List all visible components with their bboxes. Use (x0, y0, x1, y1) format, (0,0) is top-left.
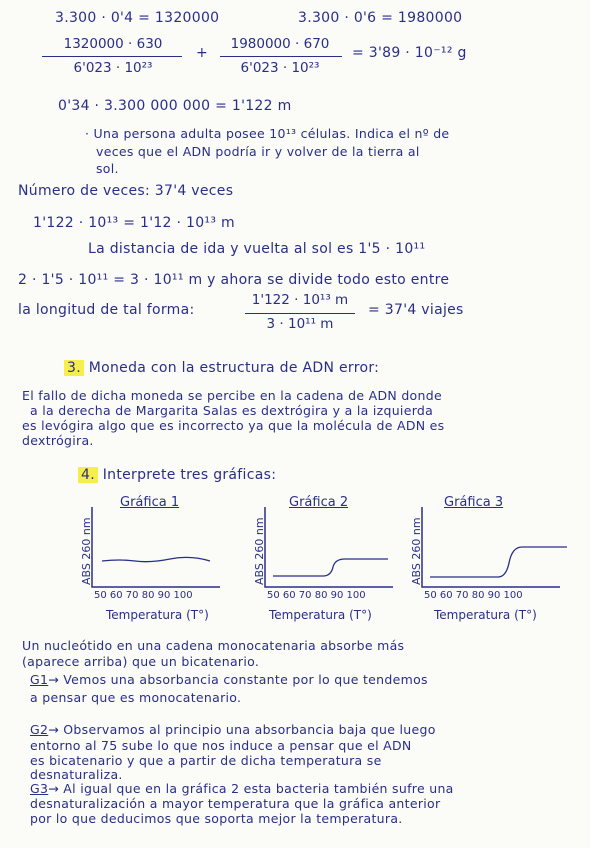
g1-line-2: a pensar que es monocatenario. (30, 690, 242, 705)
question-line-3: sol. (96, 161, 119, 176)
section-3-line-4: dextrógira. (22, 433, 94, 448)
question-line-1: · Una persona adulta posee 10¹³ células. Indica el nº de (85, 126, 450, 141)
g2-text-1: → Observamos al principio una absorbancia baja que luego (48, 722, 436, 737)
graph-3-title: Gráfica 3 (444, 495, 504, 510)
g3-line-2: desnaturalización a mayor temperatura que la gráfica anterior (30, 796, 441, 811)
answer-fraction-denominator: 3 · 10¹¹ m (266, 316, 334, 332)
graph-2-axes (253, 497, 403, 592)
section-3-number: 3. (64, 360, 84, 376)
fraction-1-bar (42, 56, 182, 57)
section-3-heading (64, 360, 379, 376)
graph-2-xlabel: Temperatura (T°) (269, 608, 372, 622)
graph-2-curve (273, 559, 388, 576)
g2-line-3: es bicatenario y que a partir de dicha temperatura se (30, 753, 382, 768)
graph-2-axis-lines (265, 507, 393, 587)
graph-1-axis-lines (92, 507, 220, 587)
graph-3-axes (410, 497, 570, 592)
g2-line-1 (30, 722, 436, 737)
g2-line-2: entorno al 75 sube lo que nos induce a pensar que el ADN (30, 738, 412, 753)
section-3-line-1: El fallo de dicha moneda se percibe en la cadena de ADN donde (22, 388, 442, 403)
graph-2-ticks: 50 60 70 80 90 100 (267, 590, 366, 601)
section-4-title: Interprete tres gráficas: (102, 467, 277, 483)
g3-line-1 (30, 781, 454, 796)
section-4-heading (78, 467, 276, 483)
graph-3-xlabel: Temperatura (T°) (434, 608, 537, 622)
g1-line-1 (30, 672, 428, 687)
g1-text-1: → Vemos una absorbancia constante por lo que tendemos (48, 672, 428, 687)
g2-tag: G2 (30, 722, 49, 737)
fraction-2-denominator: 6'023 · 10²³ (240, 60, 320, 76)
g2-line-4: desnaturaliza. (30, 767, 123, 782)
calc-line-left: 3.300 · 0'4 = 1320000 (55, 10, 220, 26)
answer-step-3: 2 · 1'5 · 10¹¹ = 3 · 10¹¹ m y ahora se divide todo esto entre (18, 272, 450, 288)
plus-sign: + (196, 45, 209, 61)
g3-text-1: → Al igual que en la gráfica 2 esta bacteria también sufre una (48, 781, 454, 796)
answer-fraction-numerator: 1'122 · 10¹³ m (251, 292, 349, 308)
answer-fraction-bar (245, 313, 355, 314)
graph-1-axes (80, 497, 230, 592)
section-3-line-3: es levógira algo que es incorrecto ya que la molécula de ADN es (22, 418, 445, 433)
graph-2 (253, 495, 403, 622)
section-4-number: 4. (78, 467, 98, 483)
graph-2-ylabel: ABS 260 nm (253, 517, 266, 585)
section-3-line-2: a la derecha de Margarita Salas es dextrógira y a la izquierda (30, 403, 434, 418)
question-line-2: veces que el ADN podría ir y volver de la tierra al (96, 144, 420, 159)
interpretation-intro-2: (aparece arriba) que un bicatenario. (22, 654, 260, 669)
graph-3-curve (430, 547, 567, 577)
answer-step-4-prefix: la longitud de tal forma: (18, 302, 195, 318)
graph-3 (410, 495, 560, 622)
answer-label: Número de veces: 37'4 veces (18, 183, 234, 199)
answer-result: = 37'4 viajes (368, 302, 464, 318)
fraction-1-denominator: 6'023 · 10²³ (73, 60, 153, 76)
g1-tag: G1 (30, 672, 49, 687)
graph-3-ylabel: ABS 260 nm (410, 517, 423, 585)
fraction-2-bar (220, 56, 342, 57)
graph-1-ticks: 50 60 70 80 90 100 (94, 590, 193, 601)
graph-3-ticks: 50 60 70 80 90 100 (424, 590, 523, 601)
section-3-title: Moneda con la estructura de ADN error: (88, 360, 380, 376)
dna-length: 0'34 · 3.300 000 000 = 1'122 m (58, 98, 292, 114)
calc-line-right: 3.300 · 0'6 = 1980000 (298, 10, 463, 26)
answer-step-1: 1'122 · 10¹³ = 1'12 · 10¹³ m (33, 215, 235, 231)
fraction-1-numerator: 1320000 · 630 (63, 36, 163, 52)
calc-result: = 3'89 · 10⁻¹² g (352, 45, 467, 61)
graph-1-ylabel: ABS 260 nm (80, 517, 93, 585)
graph-2-title: Gráfica 2 (289, 495, 349, 510)
graph-1 (80, 495, 230, 622)
graph-1-title: Gráfica 1 (120, 495, 180, 510)
interpretation-intro-1: Un nucleótido en una cadena monocatenaria absorbe más (22, 638, 405, 653)
g3-tag: G3 (30, 781, 49, 796)
graph-1-xlabel: Temperatura (T°) (106, 608, 209, 622)
answer-step-2: La distancia de ida y vuelta al sol es 1'5 · 10¹¹ (88, 241, 426, 257)
graph-1-curve (102, 557, 210, 561)
fraction-2-numerator: 1980000 · 670 (230, 36, 330, 52)
g3-line-3: por lo que deducimos que soporta mejor la temperatura. (30, 811, 403, 826)
